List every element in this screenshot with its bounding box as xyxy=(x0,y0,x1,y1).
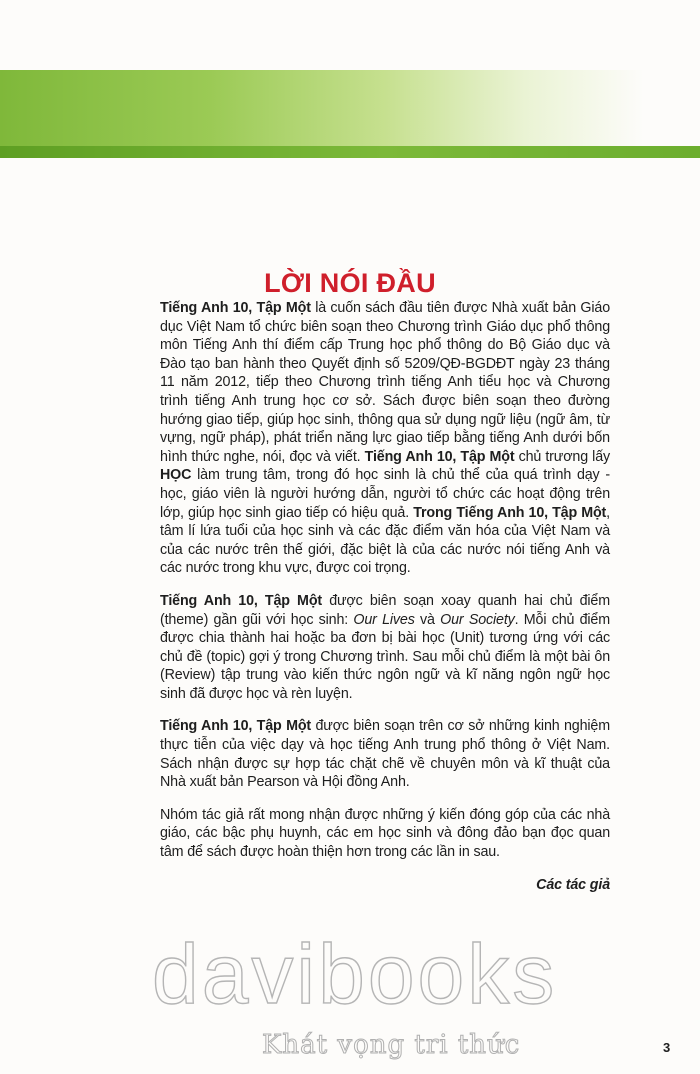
book-title-bold: Tiếng Anh 10, Tập Một xyxy=(160,718,312,735)
trong-bold: Trong xyxy=(413,504,453,521)
book-title-bold: Tiếng Anh 10, Tập Một xyxy=(456,504,607,521)
page-title: LỜI NÓI ĐẦU xyxy=(264,268,436,299)
book-title-bold: Tiếng Anh 10, Tập Một xyxy=(160,592,323,609)
header-green-strip xyxy=(0,146,700,158)
paragraph-3: Tiếng Anh 10, Tập Một được biên soạn trên cơ sở những kinh nghiệm thực tiễn của việc dạy và học tiếng Anh trung phổ thông ở Việt Nam. Sách nhận được sự hợp tác chặt chẽ về chuyên môn và kĩ thuật của Nhà xuất bản Pearson và Hội đồng Anh. xyxy=(160,718,610,791)
book-title-bold: Tiếng Anh 10, Tập Một xyxy=(160,300,311,316)
page-number: 3 xyxy=(663,1040,671,1055)
signature: Các tác giả xyxy=(536,876,610,893)
paragraph-4: Nhóm tác giả rất mong nhận được những ý kiến đóng góp của các nhà giáo, các bậc phụ huynh, các em học sinh và đông đảo bạn đọc quan tâm để sách được hoàn thiện hơn trong các lần in sau. xyxy=(160,806,610,861)
paragraph-2: Tiếng Anh 10, Tập Một được biên soạn xoay quanh hai chủ điểm (theme) gần gũi với học sinh: Our Lives và Our Society. Mỗi chủ điểm được chia thành hai hoặc ba đơn bị bài học (Unit) tương ứng với các chủ đề (topic) gợi ý trong Chương trình. Sau mỗi chủ điểm là một bài ôn (Review) tập trung vào kiến thức ngôn ngữ và kĩ năng ngôn ngữ học sinh đã được học và rèn luyện. xyxy=(160,592,610,702)
header-green-band xyxy=(0,70,700,158)
book-title-bold: Tiếng Anh 10, Tập Một xyxy=(364,448,515,465)
preface-body xyxy=(160,299,610,894)
theme-our-society: Our Society xyxy=(440,611,515,628)
watermark-brand: davibooks xyxy=(152,927,558,1021)
hoc-emphasis: HỌC xyxy=(160,467,192,484)
watermark-tagline: Khát vọng tri thức xyxy=(262,1030,521,1060)
paragraph-1: Tiếng Anh 10, Tập Một là cuốn sách đầu tiên được Nhà xuất bản Giáo dục Việt Nam tổ chức biên soạn theo Chương trình Giáo dục phổ thông môn Tiếng Anh thí điểm cấp Trung học phổ thông do Bộ Giáo dục và Đào tạo ban hành theo Quyết định số 5209/QĐ-BGDĐT ngày 23 tháng 11 năm 2012, tiếp theo Chương trình tiếng Anh tiểu học và Chương trình tiếng Anh trung học cơ sở. Sách được biên soạn theo đường hướng giao tiếp, giúp học sinh, thông qua sử dụng ngữ liệu (ngữ âm, từ vựng, ngữ pháp), phát triển năng lực giao tiếp bằng tiếng Anh dưới bốn hình thức nghe, nói, đọc và viết. Tiếng Anh 10, Tập Một chủ trương lấy HỌC làm trung tâm, trong đó học sinh là chủ thể của quá trình dạy - học, giáo viên là người hướng dẫn, người tổ chức các hoạt động trên lớp, giúp học sinh giao tiếp có hiệu quả. Trong Tiếng Anh 10, Tập Một, tâm lí lứa tuổi của học sinh và các đặc điểm văn hóa của Việt Nam và của các nước trên thế giới, đặc biệt là của các nước nói tiếng Anh và các nước trong khu vực, được coi trọng. xyxy=(160,300,611,577)
theme-our-lives: Our Lives xyxy=(353,611,415,628)
